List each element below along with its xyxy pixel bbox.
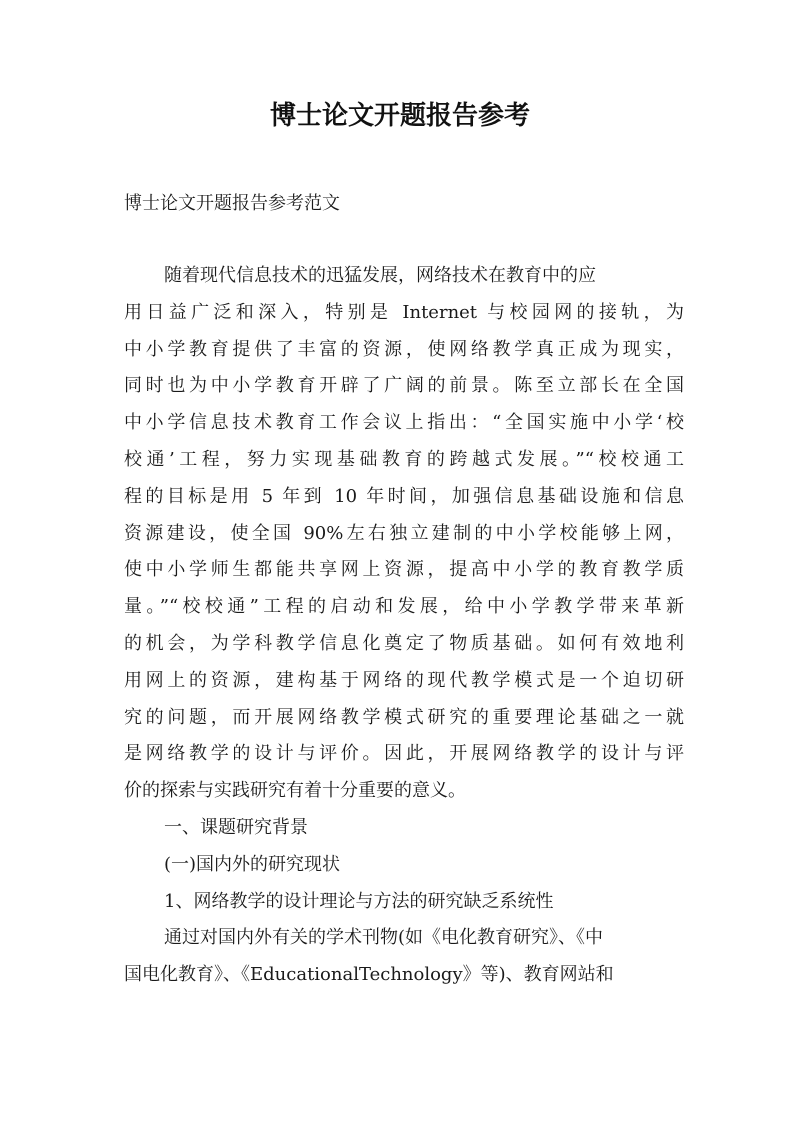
paragraph-line: 中小学信息技术教育工作会议上指出：“全国实施中小学‘校: [124, 412, 684, 434]
paragraph-line: 量。”“校校通”工程的启动和发展，给中小学教学带来革新: [124, 596, 684, 618]
paragraph-line: 国电化教育》、《EducationalTechnology》等)、教育网站和: [124, 964, 614, 986]
paragraph-line: 究的问题，而开展网络教学模式研究的重要理论基础之一就: [124, 706, 684, 728]
paragraph-line: 是网络教学的设计与评价。因此，开展网络教学的设计与评: [124, 743, 684, 765]
paragraph-line: 同时也为中小学教育开辟了广阔的前景。陈至立部长在全国: [124, 375, 684, 397]
sub-subsection-heading: 1、网络教学的设计理论与方法的研究缺乏系统性: [164, 890, 554, 912]
section-heading: 一、课题研究背景: [164, 816, 308, 838]
paragraph-line: 中小学教育提供了丰富的资源，使网络教学真正成为现实，: [124, 338, 684, 360]
subsection-heading: (一)国内外的研究现状: [164, 853, 341, 875]
paragraph-line: 程的目标是用 5 年到 10 年时间，加强信息基础设施和信息: [124, 485, 684, 507]
document-title: 博士论文开题报告参考: [269, 101, 530, 131]
document-subtitle: 博士论文开题报告参考范文: [124, 193, 340, 214]
paragraph-line: 用网上的资源，建构基于网络的现代教学模式是一个迫切研: [124, 669, 684, 691]
paragraph-line: 使中小学师生都能共享网上资源，提高中小学的教育教学质: [124, 559, 684, 581]
paragraph-line: 价的探索与实践研究有着十分重要的意义。: [124, 780, 466, 802]
document-body: [124, 258, 684, 994]
paragraph-line: 随着现代信息技术的迅猛发展，网络技术在教育中的应: [164, 265, 596, 286]
paragraph-line: 通过对国内外有关的学术刊物(如《电化教育研究》、《中: [164, 927, 604, 949]
paragraph-line: 用日益广泛和深入，特别是 Internet 与校园网的接轨，为: [124, 301, 684, 323]
paragraph-line: 的机会，为学科教学信息化奠定了物质基础。如何有效地利: [124, 632, 684, 654]
paragraph-line: 校通’工程，努力实现基础教育的跨越式发展。”“校校通工: [124, 448, 684, 470]
paragraph-line: 资源建设，使全国 90%左右独立建制的中小学校能够上网，: [124, 522, 684, 544]
